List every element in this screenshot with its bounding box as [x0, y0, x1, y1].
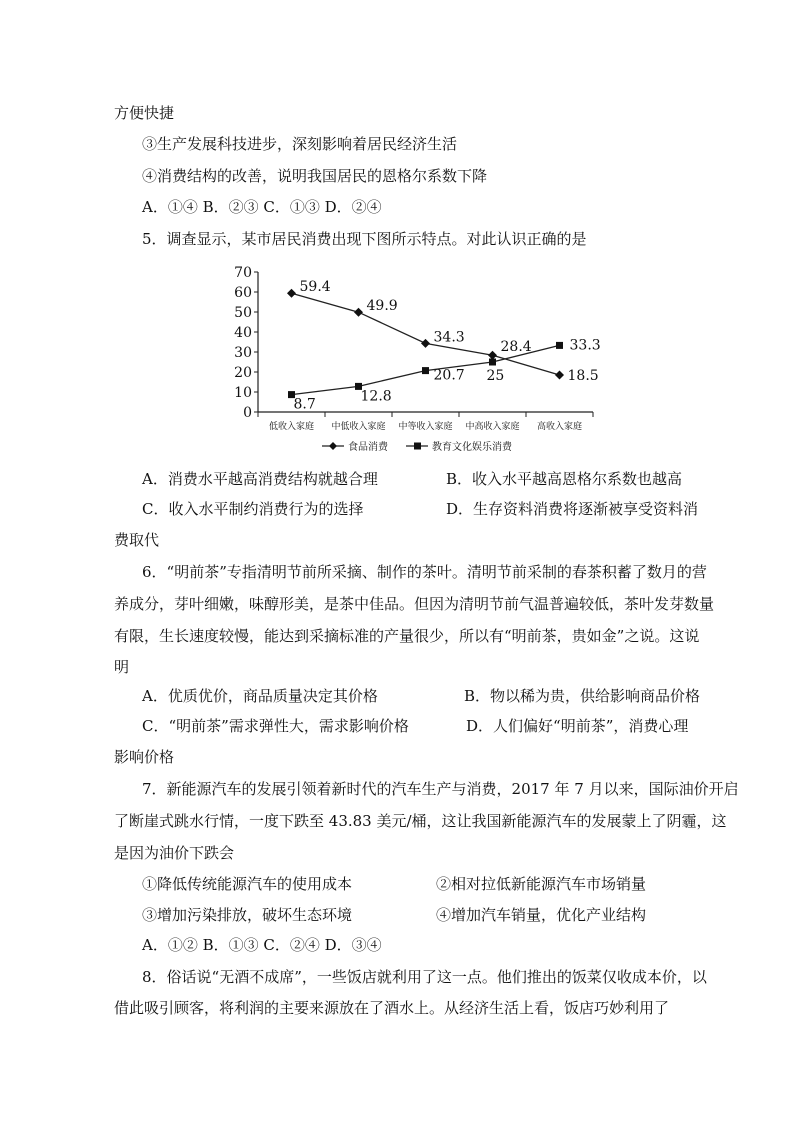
text-line: ③生产发展科技进步，深刻影响着居民经济生活	[142, 135, 458, 153]
y-tick-label: 50	[234, 305, 252, 321]
legend-label: 教育文化娱乐消费	[432, 442, 512, 453]
x-tick-label: 中等收入家庭	[398, 422, 453, 432]
legend-diamond-icon	[329, 442, 337, 450]
text-line: 方便快捷	[114, 104, 175, 122]
q7-answer-options: A．①② B．①③ C．②④ D．③④	[142, 936, 382, 954]
q7-item-2: ②相对拉低新能源汽车市场销量	[436, 875, 647, 893]
x-tick-label: 中高收入家庭	[465, 422, 520, 432]
data-label: 59.4	[299, 279, 331, 296]
question-8-line: 借此吸引顾客，将利润的主要来源放在了酒水上。从经济生活上看，饭店巧妙利用了	[114, 999, 670, 1017]
diamond-data-point	[354, 308, 363, 317]
y-tick-label: 70	[234, 265, 252, 281]
data-label: 34.3	[433, 329, 465, 346]
diamond-data-point	[287, 289, 296, 298]
question-6-line: 养成分，芽叶细嫩，味醇形美，是茶中佳品。但因为清明节前气温普遍较低，茶叶发芽数量	[114, 595, 715, 613]
question-6-line: 明	[114, 658, 130, 676]
diamond-data-point	[555, 371, 564, 380]
q6-option-b: B．物以稀为贵，供给影响商品价格	[464, 687, 701, 705]
diamond-data-point	[488, 351, 497, 360]
question-7-line: 是因为油价下跌会	[114, 844, 235, 862]
q6-option-a: A．优质优价，商品质量决定其价格	[142, 687, 378, 705]
y-tick-label: 30	[234, 345, 252, 361]
q7-item-4: ④增加汽车销量，优化产业结构	[436, 906, 647, 924]
text-line: ④消费结构的改善，说明我国居民的恩格尔系数下降	[142, 167, 488, 185]
q6-option-d: D．人们偏好“明前茶”，消费心理	[466, 717, 689, 735]
question-8-line: 8．俗话说“无酒不成席”，一些饭店就利用了这一点。他们推出的饭菜仅收成本价，以	[142, 968, 707, 986]
q5-option-a: A．消费水平越高消费结构就越合理	[142, 470, 378, 488]
square-data-point	[489, 359, 496, 366]
answer-options: A．①④ B．②③ C．①③ D．②④	[142, 198, 382, 216]
q6-option-c: C．“明前茶”需求弹性大，需求影响价格	[142, 717, 409, 735]
legend-square-icon	[414, 443, 421, 450]
x-tick-label: 高收入家庭	[536, 422, 583, 432]
square-data-point	[556, 342, 563, 349]
question-7-line: 了断崖式跳水行情，一度下跌至 43.83 美元/桶，这让我国新能源汽车的发展蒙上了阴霾，这	[114, 812, 727, 830]
q5-option-b: B．收入水平越高恩格尔系数也越高	[446, 470, 683, 488]
question-7-line: 7．新能源汽车的发展引领着新时代的汽车生产与消费，2017 年 7 月以来，国际油价开启	[142, 780, 739, 798]
data-label: 18.5	[567, 368, 599, 384]
square-data-point	[422, 367, 429, 374]
diamond-data-point	[421, 339, 430, 348]
q5-option-d: D．生存资料消费将逐渐被享受资料消	[446, 500, 699, 518]
y-tick-label: 0	[243, 405, 252, 421]
question-6-line: 有限，生长速度较慢，能达到采摘标准的产量很少，所以有“明前茶，贵如金”之说。这说	[114, 627, 700, 645]
question-5-stem: 5．调查显示，某市居民消费出现下图所示特点。对此认识正确的是	[142, 230, 587, 248]
data-label: 28.4	[500, 339, 532, 356]
data-label: 12.8	[360, 388, 392, 405]
data-label: 8.7	[293, 396, 316, 413]
q6-option-d-continued: 影响价格	[114, 748, 175, 766]
consumption-line-chart	[228, 262, 608, 457]
food-consumption-line	[292, 293, 560, 375]
data-label: 20.7	[433, 367, 465, 384]
x-tick-label: 低收入家庭	[268, 422, 315, 432]
q5-option-c: C．收入水平制约消费行为的选择	[142, 500, 364, 518]
data-label: 33.3	[569, 337, 601, 354]
q7-item-3: ③增加污染排放，破坏生态环境	[142, 906, 353, 924]
question-6-line: 6．“明前茶”专指清明节前所采摘、制作的茶叶。清明节前采制的春茶积蓄了数月的营	[142, 563, 707, 581]
data-label: 49.9	[366, 298, 398, 315]
q5-option-d-continued: 费取代	[114, 531, 160, 549]
y-tick-label: 40	[234, 325, 252, 341]
y-tick-label: 20	[234, 365, 252, 381]
y-tick-label: 60	[234, 285, 252, 301]
x-tick-label: 中低收入家庭	[331, 422, 386, 432]
data-label: 25	[486, 368, 505, 384]
legend-label: 食品消费	[348, 442, 388, 453]
y-tick-label: 10	[234, 385, 252, 401]
q7-item-1: ①降低传统能源汽车的使用成本	[142, 875, 353, 893]
